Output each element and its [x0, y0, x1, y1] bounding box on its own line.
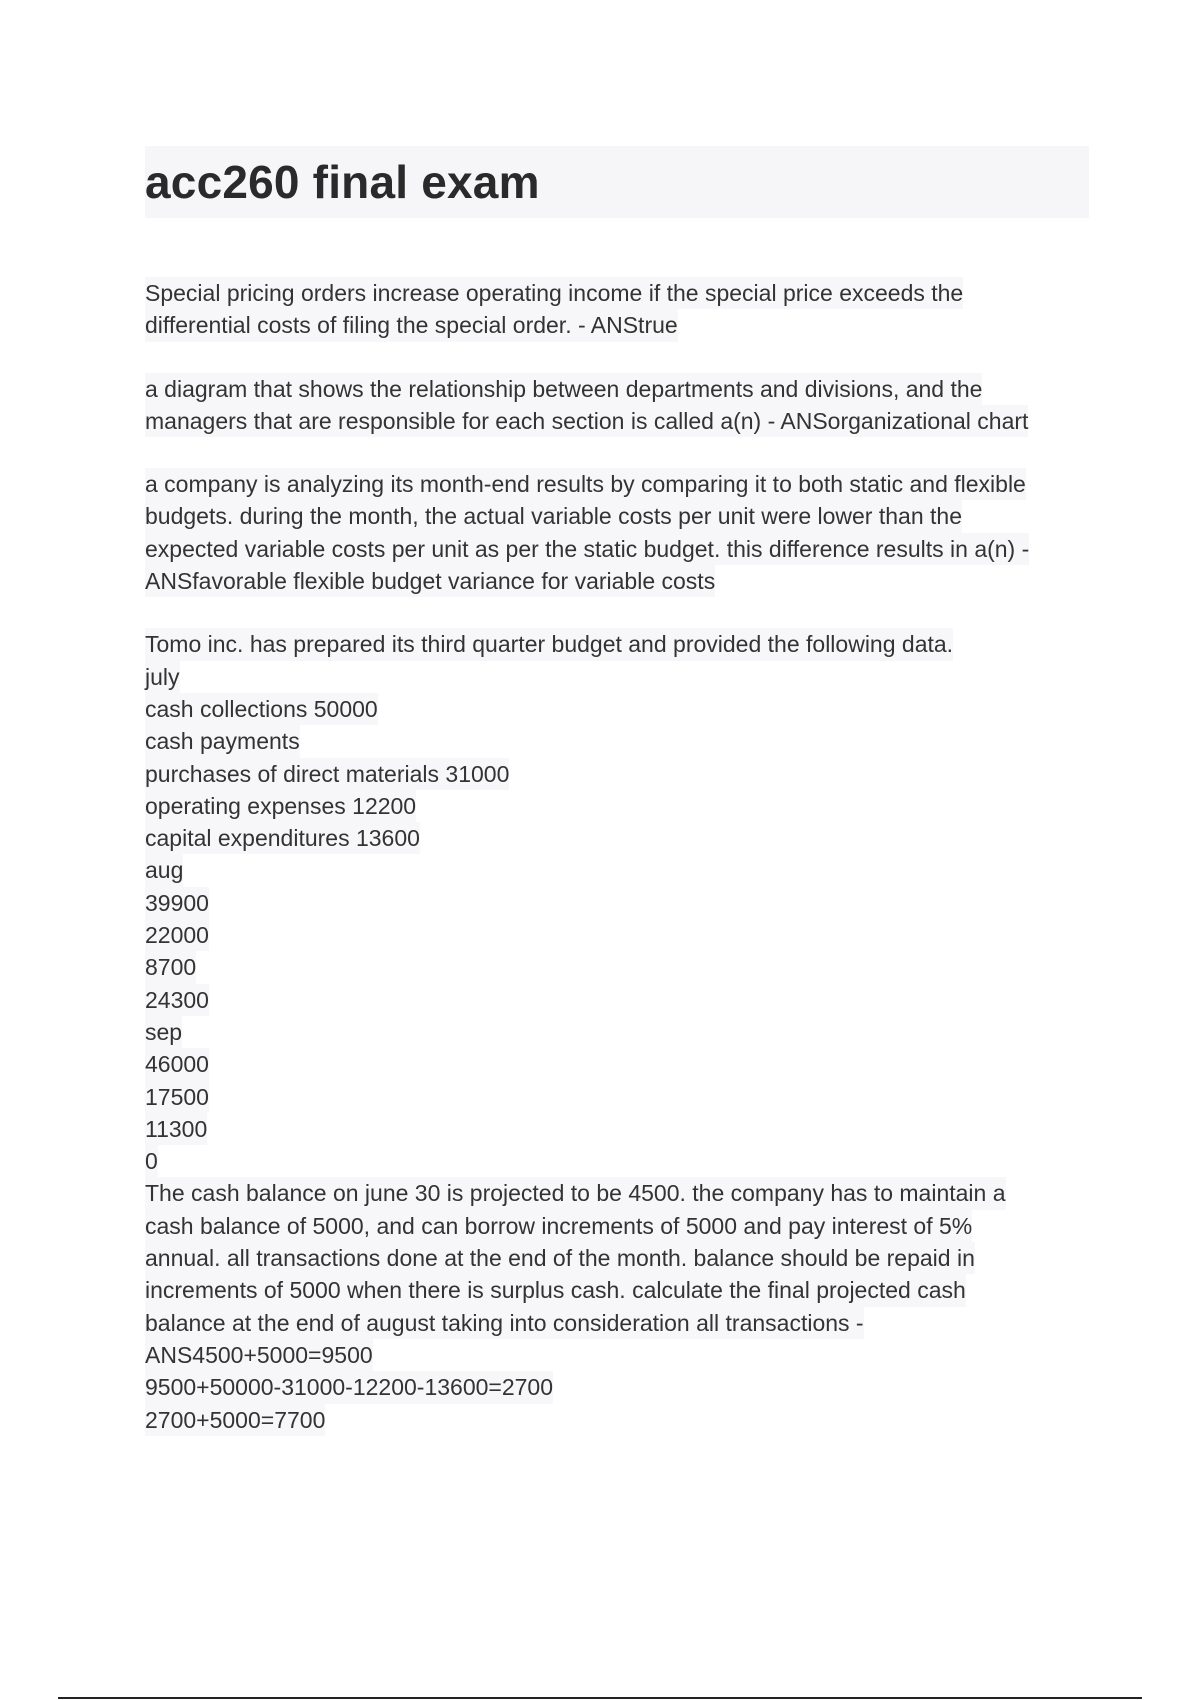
text-line: Special pricing orders increase operating income if the special price exceeds the: [145, 277, 963, 309]
text-line: a company is analyzing its month-end results by comparing it to both static and flexible: [145, 468, 1026, 500]
text-line: cash collections 50000: [145, 693, 378, 725]
text-line: 2700+5000=7700: [145, 1404, 325, 1436]
qa-item-special-pricing: [145, 277, 1095, 342]
text-line: Tomo inc. has prepared its third quarter budget and provided the following data.: [145, 628, 953, 660]
text-line: 22000: [145, 919, 209, 951]
text-line: balance at the end of august taking into consideration all transactions -: [145, 1307, 864, 1339]
qa-item-organizational-chart: [145, 373, 1095, 438]
text-line: expected variable costs per unit as per the static budget. this difference results in a(n) -: [145, 533, 1029, 565]
qa-item-tomo-cash-budget: [145, 628, 1095, 1435]
text-line: increments of 5000 when there is surplus cash. calculate the final projected cash: [145, 1274, 966, 1306]
text-line: 17500: [145, 1081, 209, 1113]
text-line: 9500+50000-31000-12200-13600=2700: [145, 1371, 553, 1403]
text-line: ANSfavorable flexible budget variance for variable costs: [145, 565, 715, 597]
title-banner: [145, 146, 1089, 218]
text-line: managers that are responsible for each section is called a(n) - ANSorganizational chart: [145, 405, 1028, 437]
text-line: 0: [145, 1145, 158, 1177]
document-body: [145, 277, 1095, 1467]
text-line: The cash balance on june 30 is projected to be 4500. the company has to maintain a: [145, 1177, 1006, 1209]
text-line: cash payments: [145, 725, 300, 757]
document-title: acc260 final exam: [145, 156, 540, 208]
text-line: cash balance of 5000, and can borrow increments of 5000 and pay interest of 5%: [145, 1210, 972, 1242]
text-line: 39900: [145, 887, 209, 919]
text-line: july: [145, 661, 180, 693]
text-line: ANS4500+5000=9500: [145, 1339, 373, 1371]
text-line: operating expenses 12200: [145, 790, 416, 822]
text-line: sep: [145, 1016, 182, 1048]
text-line: a diagram that shows the relationship between departments and divisions, and the: [145, 373, 982, 405]
text-line: budgets. during the month, the actual variable costs per unit were lower than the: [145, 500, 962, 532]
text-line: differential costs of filing the special order. - ANStrue: [145, 309, 678, 341]
text-line: annual. all transactions done at the end of the month. balance should be repaid in: [145, 1242, 975, 1274]
text-line: 24300: [145, 984, 209, 1016]
text-line: 8700: [145, 951, 196, 983]
text-line: purchases of direct materials 31000: [145, 758, 509, 790]
text-line: capital expenditures 13600: [145, 822, 420, 854]
page-bottom-rule: [58, 1697, 1142, 1699]
text-line: 11300: [145, 1113, 207, 1145]
text-line: aug: [145, 854, 183, 886]
qa-item-flexible-budget: [145, 468, 1095, 597]
text-line: 46000: [145, 1048, 209, 1080]
